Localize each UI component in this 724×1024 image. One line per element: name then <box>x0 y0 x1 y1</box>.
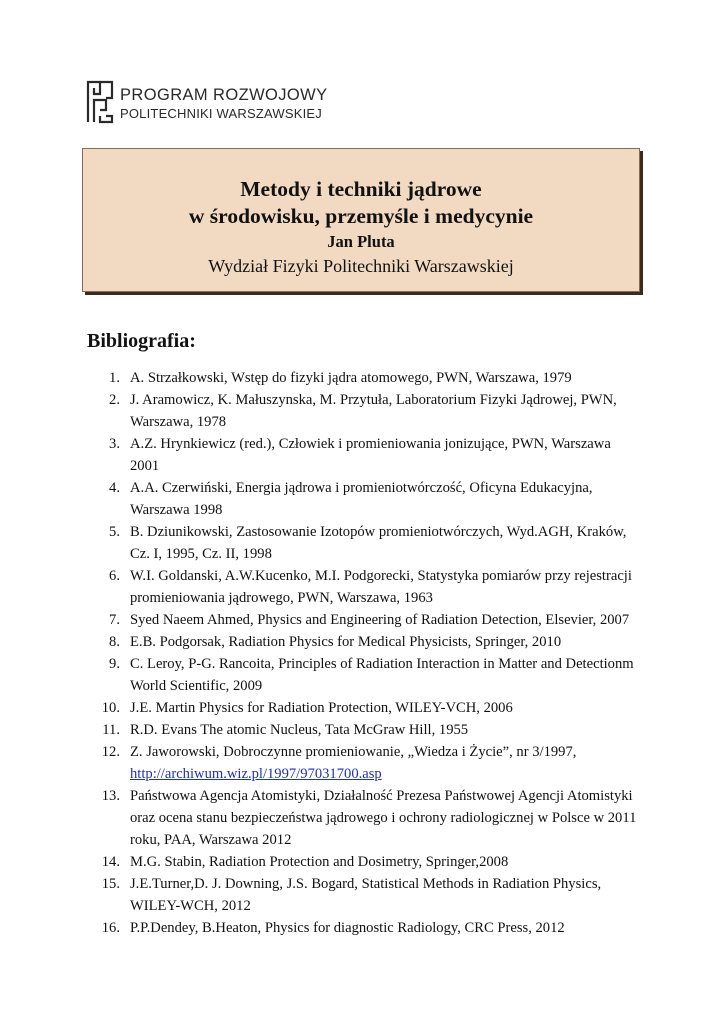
item-text <box>130 609 650 631</box>
item-text-line: A.Z. Hrynkiewicz (red.), Człowiek i promieniowania jonizujące, PWN, Warszawa <box>130 436 611 452</box>
item-text <box>130 851 650 873</box>
item-number: 6. <box>109 568 120 584</box>
pw-logo-icon <box>86 80 114 124</box>
item-text-line: R.D. Evans The atomic Nucleus, Tata McGraw Hill, 1955 <box>130 722 469 738</box>
item-number: 10. <box>101 700 120 716</box>
item-text-line: Syed Naeem Ahmed, Physics and Engineering of Radiation Detection, Elsevier, 2007 <box>130 612 630 628</box>
item-text-line: J.E.Turner,D. J. Downing, J.S. Bogard, Statistical Methods in Radiation Physics, <box>130 876 602 892</box>
item-text <box>130 477 650 521</box>
item-text-line: C. Leroy, P-G. Rancoita, Principles of Radiation Interaction in Matter and Detectionm <box>130 656 634 672</box>
item-text-line: W.I. Goldanski, A.W.Kucenko, M.I. Podgorecki, Statystyka pomiarów przy rejestracji <box>130 568 632 584</box>
item-number: 4. <box>109 480 120 496</box>
item-text-line: Cz. I, 1995, Cz. II, 1998 <box>130 546 272 562</box>
item-text-line: World Scientific, 2009 <box>130 678 263 694</box>
item-text-line: promieniowania jądrowego, PWN, Warszawa, 1963 <box>130 590 433 606</box>
program-logo <box>86 80 326 130</box>
logo-text-program: PROGRAM ROZWOJOWY <box>120 86 328 104</box>
course-title-line2: w środowisku, przemyśle i medycynie <box>188 204 534 228</box>
course-title-line1: Metody i techniki jądrowe <box>240 177 482 201</box>
author-name: Jan Pluta <box>327 232 395 251</box>
item-text <box>130 917 650 939</box>
item-text <box>130 565 650 609</box>
item-number: 5. <box>109 524 120 540</box>
item-number: 7. <box>109 612 120 628</box>
item-text-line: roku, PAA, Warszawa 2012 <box>130 832 292 848</box>
item-number: 12. <box>101 744 120 760</box>
item-number: 1. <box>109 370 120 386</box>
item-text-line: Warszawa, 1978 <box>130 414 227 430</box>
item-text-line: WILEY-WCH, 2012 <box>130 898 251 914</box>
item-text-line: B. Dziunikowski, Zastosowanie Izotopów promieniotwórczych, Wyd.AGH, Kraków, <box>130 524 627 540</box>
item-text-line: P.P.Dendey, B.Heaton, Physics for diagnostic Radiology, CRC Press, 2012 <box>130 920 565 936</box>
bibliography-heading: Bibliografia: <box>87 330 196 352</box>
item-text-line: 2001 <box>130 458 160 474</box>
item-text <box>130 741 650 785</box>
item-text <box>130 697 650 719</box>
logo-text-university: POLITECHNIKI WARSZAWSKIEJ <box>120 106 322 121</box>
item-text <box>130 873 650 917</box>
item-text-line: Państwowa Agencja Atomistyki, Działalność Prezesa Państwowej Agencji Atomistyki <box>130 788 633 804</box>
item-text-line: A. Strzałkowski, Wstęp do fizyki jądra atomowego, PWN, Warszawa, 1979 <box>130 370 572 386</box>
item-text <box>130 719 650 741</box>
item-text-line: Warszawa 1998 <box>130 502 223 518</box>
item-text-line: Z. Jaworowski, Dobroczynne promieniowanie, „Wiedza i Życie”, nr 3/1997, <box>130 744 577 760</box>
item-text <box>130 367 650 389</box>
item-text <box>130 785 650 851</box>
item-number: 16. <box>101 920 120 936</box>
item-text-line: M.G. Stabin, Radiation Protection and Dosimetry, Springer,2008 <box>130 854 509 870</box>
reference-link[interactable]: http://archiwum.wiz.pl/1997/97031700.asp <box>130 766 382 782</box>
item-text-line: J. Aramowicz, K. Małuszynska, M. Przytuła, Laboratorium Fizyki Jądrowej, PWN, <box>130 392 617 408</box>
affiliation: Wydział Fizyki Politechniki Warszawskiej <box>208 256 514 276</box>
item-number: 14. <box>101 854 120 870</box>
item-text <box>130 653 650 697</box>
item-number: 15. <box>101 876 120 892</box>
item-text-line: J.E. Martin Physics for Radiation Protection, WILEY-VCH, 2006 <box>130 700 513 716</box>
item-text <box>130 631 650 653</box>
item-number: 3. <box>109 436 120 452</box>
item-number: 2. <box>109 392 120 408</box>
item-number: 13. <box>101 788 120 804</box>
item-text-line: oraz ocena stanu bezpieczeństwa jądrowego i ochrony radiologicznej w Polsce w 2011 <box>130 810 637 826</box>
item-number: 9. <box>109 656 120 672</box>
course-title-box <box>82 148 640 292</box>
item-text-line: E.B. Podgorsak, Radiation Physics for Medical Physicists, Springer, 2010 <box>130 634 562 650</box>
item-number: 8. <box>109 634 120 650</box>
item-text-line: A.A. Czerwiński, Energia jądrowa i promieniotwórczość, Oficyna Edukacyjna, <box>130 480 593 496</box>
item-number: 11. <box>102 722 120 738</box>
item-text <box>130 433 650 477</box>
item-text <box>130 521 650 565</box>
item-text <box>130 389 650 433</box>
